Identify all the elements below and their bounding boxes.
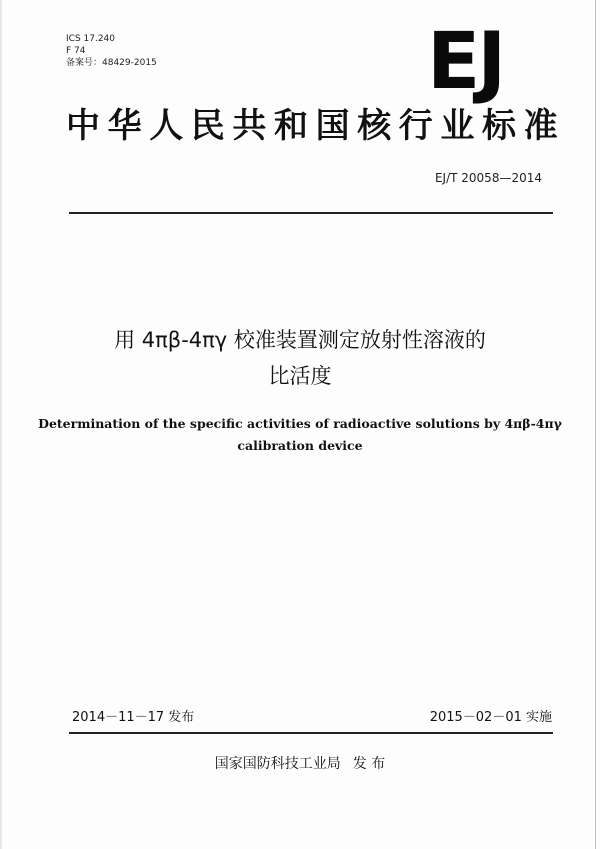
- ccs-code: F 74: [66, 46, 86, 56]
- standard-number: EJ/T 20058—2014: [434, 171, 542, 185]
- chinese-title: [0, 322, 600, 394]
- publisher-org: 国家国防科技工业局: [214, 756, 341, 772]
- english-title-line-2: calibration device: [237, 438, 363, 453]
- ej-logo: EJ: [427, 17, 504, 107]
- bottom-divider: [69, 732, 553, 734]
- ics-code: ICS 17.240: [66, 34, 116, 44]
- issue-date: 2014－11－17 发布: [72, 710, 195, 725]
- classification-block: [66, 33, 157, 69]
- publisher-action: 发 布: [352, 756, 386, 772]
- standard-category-title: 中华人民共和国核行业标准: [66, 106, 566, 146]
- english-title: [0, 413, 600, 457]
- chinese-title-line-1: 用 4πβ-4πγ 校准装置测定放射性溶液的: [114, 328, 486, 352]
- english-title-line-1: Determination of the specific activities of radioactive solutions by 4πβ-4πγ: [38, 416, 562, 431]
- implement-date: 2015－02－01 实施: [429, 710, 552, 725]
- chinese-title-line-2: 比活度: [268, 364, 332, 388]
- top-divider: [69, 212, 553, 214]
- publisher-line: [0, 754, 600, 774]
- record-number: 备案号：48429-2015: [66, 58, 157, 68]
